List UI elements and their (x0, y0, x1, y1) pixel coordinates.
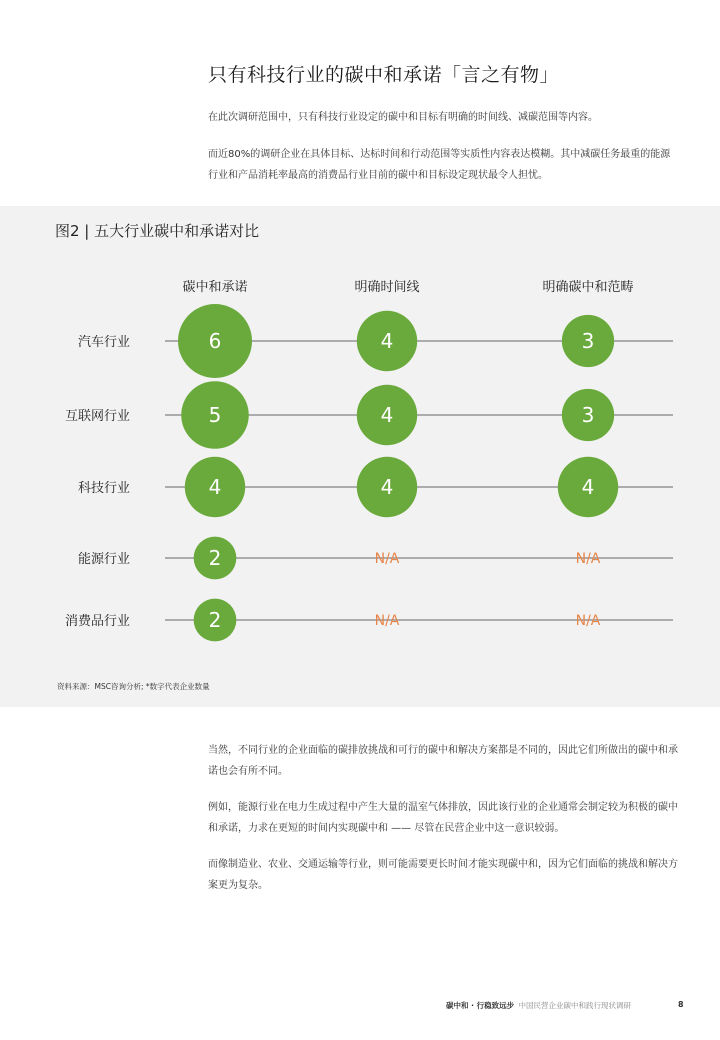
value-label: 4 (380, 329, 394, 353)
row-label: 科技行业 (77, 481, 130, 496)
column-header: 明确碳中和范畴 (542, 280, 634, 295)
value-label: 3 (581, 403, 595, 427)
intro-paragraph-1: 在此次调研范围中，只有科技行业设定的碳中和目标有明确的时间线、减碳范围等内容。 (208, 112, 598, 123)
body-paragraph-2: 例如，能源行业在电力生成过程中产生大量的温室气体排放，因此该行业的企业通常会制定较为积极的碳中和承诺，力求在更短的时间内实现碳中和 —— 尽管在民营企业中这一意识较弱。 (208, 802, 678, 834)
body-paragraph-3: 而像制造业、农业、交通运输等行业，则可能需要更长时间才能实现碳中和，因为它们面临的挑战和解决方案更为复杂。 (208, 859, 678, 891)
na-label: N/A (374, 551, 400, 567)
footer-series-title: 碳中和 · 行稳致远步 (446, 1001, 515, 1010)
row-label: 汽车行业 (77, 335, 130, 350)
value-label: 6 (208, 329, 222, 353)
page-number: 8 (678, 1000, 684, 1009)
section-title: 只有科技行业的碳中和承诺「言之有物」 (208, 64, 560, 86)
intro-paragraph-2: 而近80%的调研企业在具体目标、达标时间和行动范围等实质性内容表达模糊。其中减碳任务最重的能源行业和产品消耗率最高的消费品行业目前的碳中和目标设定现状最令人担忧。 (208, 149, 671, 181)
column-header: 明确时间线 (354, 280, 420, 295)
na-label: N/A (374, 613, 400, 629)
body-paragraph-1: 当然，不同行业的企业面临的碳排放挑战和可行的碳中和解决方案都是不同的，因此它们所做出的碳中和承诺也会有所不同。 (208, 745, 678, 777)
figure-source-note: 资料来源：MSC咨询分析; *数字代表企业数量 (57, 682, 210, 691)
value-label: 5 (208, 403, 222, 427)
na-label: N/A (575, 613, 601, 629)
value-label: 3 (581, 329, 595, 353)
value-label: 4 (380, 475, 394, 499)
value-label: 4 (380, 403, 394, 427)
column-header: 碳中和承诺 (182, 280, 248, 295)
na-label: N/A (575, 551, 601, 567)
row-label: 互联网行业 (64, 409, 130, 424)
value-label: 4 (208, 475, 222, 499)
bubble-matrix-chart (0, 206, 720, 676)
row-label: 消费品行业 (64, 614, 130, 629)
page-footer (446, 1000, 631, 1011)
row-label: 能源行业 (77, 552, 130, 567)
value-label: 4 (581, 475, 595, 499)
figure-title: 图2 | 五大行业碳中和承诺对比 (55, 222, 260, 240)
value-label: 2 (208, 608, 222, 632)
footer-report-title: 中国民营企业碳中和践行现状调研 (518, 1001, 631, 1010)
value-label: 2 (208, 546, 222, 570)
